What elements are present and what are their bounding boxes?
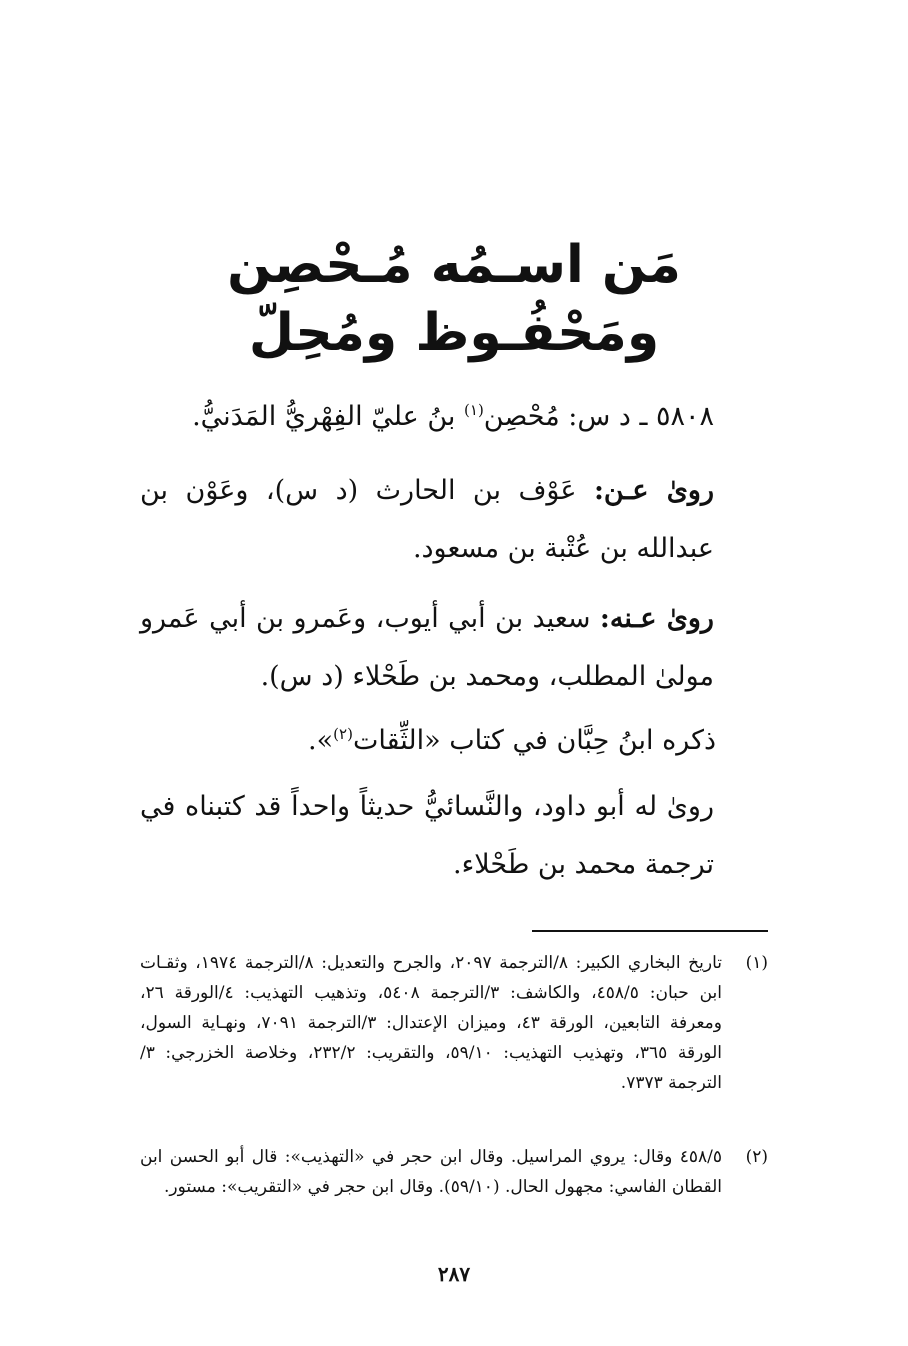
narrated-from-text: عَوْف بن الحارث (د س)، وعَوْن بن عبدالله بن عُتْبة بن مسعود.	[140, 475, 714, 564]
footnote-text: ٤٥٨/٥ وقال: يروي المراسيل. وقال ابن حجر في «التهذيب»: قال أبو الحسن ابن القطان الفاسي: مجهول الحال. (٥٩/١٠). وقال ابن حجر في «التقريب»: مستور.	[140, 1147, 722, 1197]
mentioned-by-paragraph	[140, 712, 768, 770]
footnote-1	[140, 948, 768, 1098]
narrated-by-text: سعيد بن أبي أيوب، وعَمرو بن أبي عَمرو مولىٰ المطلب، ومحمد بن طَحْلاء (د س).	[140, 603, 714, 692]
page-number: ٢٨٧	[437, 1262, 471, 1286]
narrated-by-paragraph	[140, 590, 768, 706]
footnote-2	[140, 1142, 768, 1202]
narrated-from-label: روىٰ عـن:	[593, 475, 715, 506]
narrated-for-paragraph	[140, 778, 768, 894]
footnote-ref-2[interactable]: (٢)	[333, 725, 353, 743]
narrated-by-label: روىٰ عـنه:	[599, 603, 714, 634]
footnote-text: تاريخ البخاري الكبير: ٨/الترجمة ٢٠٩٧، والجرح والتعديل: ٨/الترجمة ١٩٧٤، وثقـات ابن حبان: ٤٥٨/٥، والكاشف: ٣/الترجمة ٥٤٠٨، وتذهيب التهذيب: ٤/الورقة ٢٦، ومعرفة التابعين، الورقة ٤٣، وميزان الإعتدال: ٣/الترجمة ٧٠٩١، ونهـاية السول، الورقة ٣٦٥، وتهذيب التهذيب: ٥٩/١٠، والتقريب: ٢٣٢/٢، وخلاصة الخزرجي: ٣/الترجمة ٧٣٧٣.	[140, 953, 722, 1093]
footnote-number: (١)	[745, 953, 768, 973]
footnote-number: (٢)	[745, 1147, 768, 1167]
chapter-title: مَن اسـمُه مُـحْصِن ومَحْفُـوظ ومُحِلّ	[227, 235, 681, 363]
mentioned-by-text: ذكره ابنُ حِبَّان في كتاب «الثِّقات	[352, 725, 716, 756]
footnote-ref-1[interactable]: (١)	[464, 401, 484, 419]
entry-heading	[140, 388, 768, 446]
mentioned-by-end: ».	[308, 725, 334, 756]
narrated-from-paragraph	[140, 462, 768, 578]
entry-heading-text: ٥٨٠٨ ـ د س: مُحْصِن	[483, 401, 714, 432]
narrated-for-text: روىٰ له أبو داود، والنَّسائيُّ حديثاً واحداً قد كتبناه في ترجمة محمد بن طَحْلاء.	[140, 791, 714, 880]
entry-heading-rest: بنُ عليّ الفِهْريُّ المَدَنيُّ.	[192, 401, 465, 432]
footnote-separator	[532, 930, 768, 932]
